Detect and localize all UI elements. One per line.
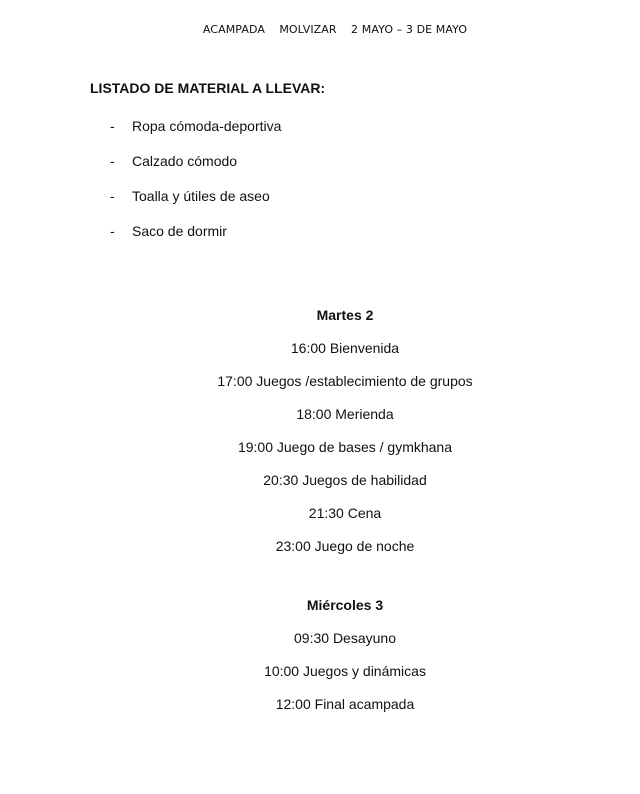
material-item-label: Calzado cómodo bbox=[132, 152, 238, 169]
day-title-martes: Martes 2 bbox=[316, 307, 374, 323]
schedule-event: 17:00 Juegos /establecimiento de grupos bbox=[217, 373, 473, 389]
schedule bbox=[30, 304, 640, 726]
material-item bbox=[110, 178, 281, 213]
material-item-label: Toalla y útiles de aseo bbox=[132, 187, 270, 204]
schedule-event: 23:00 Juego de noche bbox=[275, 538, 415, 554]
material-item-label: Saco de dormir bbox=[132, 222, 227, 239]
schedule-event: 21:30 Cena bbox=[308, 505, 382, 521]
material-item bbox=[110, 143, 281, 178]
schedule-event: 18:00 Merienda bbox=[296, 406, 394, 422]
schedule-event: 19:00 Juego de bases / gymkhana bbox=[237, 439, 453, 455]
list-bullet: - bbox=[110, 117, 115, 134]
page-header: ACAMPADA MOLVIZAR 2 MAYO – 3 DE MAYO bbox=[202, 23, 468, 36]
schedule-event: 10:00 Juegos y dinámicas bbox=[264, 663, 426, 679]
material-item bbox=[110, 108, 281, 143]
list-bullet: - bbox=[110, 152, 115, 169]
day-title-miercoles: Miércoles 3 bbox=[306, 597, 384, 613]
material-list-title: LISTADO DE MATERIAL A LLEVAR: bbox=[90, 80, 326, 96]
material-item-label: Ropa cómoda-deportiva bbox=[132, 117, 282, 134]
schedule-event: 09:30 Desayuno bbox=[294, 630, 396, 646]
material-list bbox=[110, 108, 281, 248]
schedule-event: 12:00 Final acampada bbox=[275, 696, 415, 712]
schedule-event: 20:30 Juegos de habilidad bbox=[263, 472, 427, 488]
material-item bbox=[110, 213, 281, 248]
schedule-event: 16:00 Bienvenida bbox=[290, 340, 400, 356]
list-bullet: - bbox=[110, 187, 115, 204]
list-bullet: - bbox=[110, 222, 115, 239]
